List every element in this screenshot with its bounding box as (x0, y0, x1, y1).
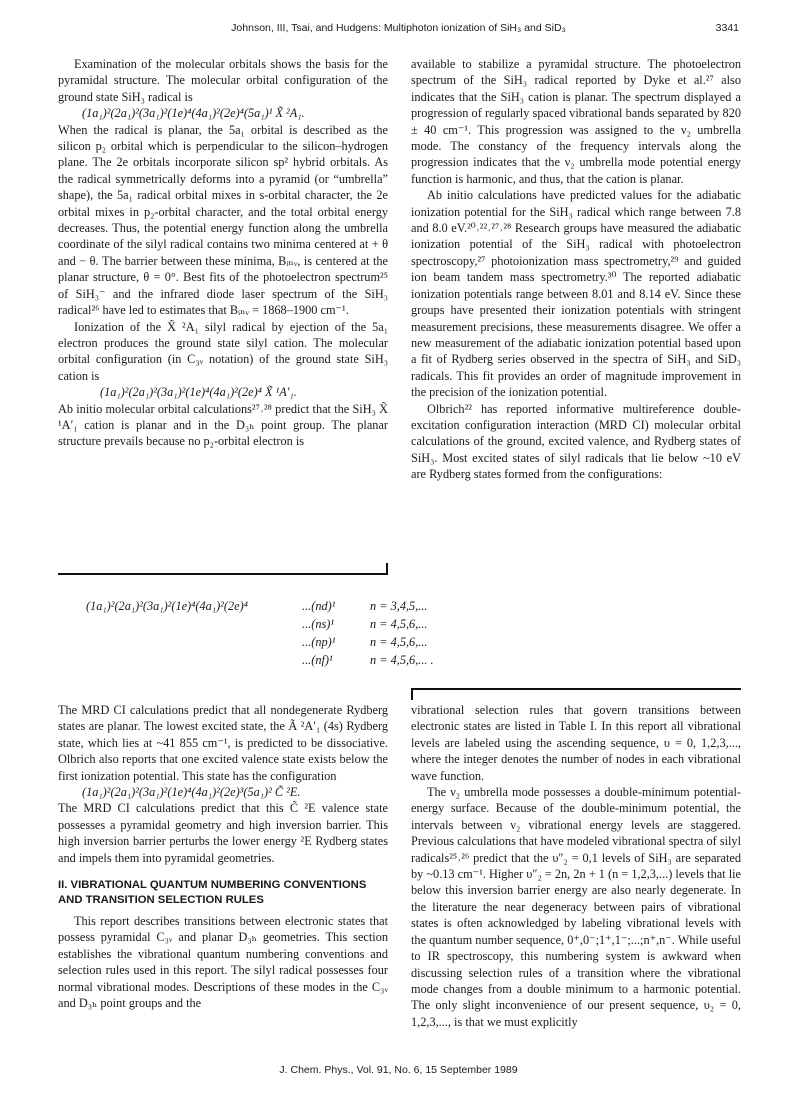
journal-citation: J. Chem. Phys., Vol. 91, No. 6, 15 September 1989 (279, 1064, 518, 1076)
right-column-top (411, 56, 741, 483)
equation-valence-state: (1a₁)²(2a₁)²(3a₁)²(1e)⁴(4a₁)²(2e)³(5a₁)² C̃ ²E. (82, 785, 301, 800)
configuration-orbital: ...(nf)¹ (302, 653, 333, 667)
configuration-orbital: ...(nd)¹ (302, 599, 336, 613)
left-column-bottom (58, 702, 388, 1012)
equation-ground-state: (1a₁)²(2a₁)²(3a₁)²(1e)⁴(4a₁)²(2e)⁴(5a₁)¹ X̃ ²A₁. (82, 106, 305, 121)
paragraph: Ab initio molecular orbital calculations²⁷˒²⁸ predict that the SiH₃ X̃ ¹A′₁ cation is planar and in the D₃ₕ point group. The planar structure prevails because no p₂-orbital electron is (58, 401, 388, 449)
paragraph: The MRD CI calculations predict that all nondegenerate Rydberg states are planar. The lowest excited state, the Ã ²A′₁ (4s) Rydberg state, which lies at ~41 855 cm⁻¹, is predicted to be dissociative. Olbrich also reports that one excited valence state exists below the first ionization potential. This state has the configuration (58, 703, 388, 783)
configuration-orbital: ...(np)¹ (302, 635, 336, 649)
paragraph: The MRD CI calculations predict that this C̃ ²E valence state possesses a pyramidal geometry and high inversion barrier. This high inversion barrier perturbs the lower energy ²E Rydberg states and impels them into pyramidal geometries. (58, 801, 388, 865)
right-column-bottom (411, 702, 741, 1030)
running-title: Johnson, III, Tsai, and Hudgens: Multiphoton ionization of SiH₃ and SiD₃ (231, 22, 566, 34)
section-rule-tick (411, 688, 413, 700)
paragraph: Olbrich²² has reported informative multireference double-excitation configuration interaction (MRD CI) molecular orbital calculations of the ground, excited valence, and Rydberg states of SiH₃. Most excited states of silyl radicals that lie below ~10 eV are Rydberg states formed from the configurations: (411, 401, 741, 482)
configuration-n: n = 4,5,6,... (370, 617, 428, 631)
configuration-core: (1a₁)²(2a₁)²(3a₁)²(1e)⁴(4a₁)²(2e)⁴ (86, 599, 248, 613)
section-rule-tick (386, 563, 388, 575)
paragraph: available to stabilize a pyramidal structure. The photoelectron spectrum of the SiH₃ radical reported by Dyke et al.²⁷ also indicates that the SiH₃ cation is planar. The spectrum displayed a progression of regularly spaced vibrational bands separated by 820 ± 40 cm⁻¹. This progression was assigned to the ν₂ umbrella mode. The constancy of the frequency intervals along the progression indicates that the ν₂ umbrella mode potential energy function is harmonic, and thus, that the cation is planar. (411, 57, 741, 186)
section-heading: II. VIBRATIONAL QUANTUM NUMBERING CONVENTIONS AND TRANSITION SELECTION RULES (58, 879, 367, 906)
section-rule (411, 688, 741, 690)
page-number: 3341 (715, 22, 739, 34)
equation-cation-state: (1a₁)²(2a₁)²(3a₁)²(1e)⁴(4a₁)²(2e)⁴ X̃ ¹A′₁. (100, 385, 297, 400)
section-rule (58, 573, 388, 575)
configuration-n: n = 4,5,6,... . (370, 653, 434, 667)
configuration-orbital: ...(ns)¹ (302, 617, 335, 631)
paragraph: Examination of the molecular orbitals shows the basis for the pyramidal structure. The molecular orbital configuration of the ground state SiH₃ radical is (58, 57, 388, 104)
paragraph: Ionization of the X̃ ²A₁ silyl radical by ejection of the 5a₁ electron produces the ground state silyl cation. The molecular orbital configuration (in C₃ᵥ notation) of the ground state SiH₃ cation is (58, 319, 388, 383)
paragraph: This report describes transitions between electronic states that possess pyramidal C₃ᵥ and planar D₃ₕ geometries. This section establishes the vibrational quantum numbering conventions and selection rules used in this report. The silyl radical possesses four normal vibrational modes. Descriptions of these modes in the C₃ᵥ and D₃ₕ point groups and the (58, 914, 388, 1011)
paragraph: When the radical is planar, the 5a₁ orbital is described as the silicon p₂ orbital which is perpendicular to the silicon–hydrogen plane. The 2e orbitals incorporate silicon sp² hybrid orbitals. As the radical symmetrically deforms into a pyramid (or “umbrella” shape), the 5a₁ radical orbital mixes in s-orbital character, the 2e orbital mixes in p₂-orbital character, and the total orbital energy decreases. Thus, the potential energy function along the umbrella coordinate of the silyl radical contains two minima centered at + θ and − θ. The barrier between these minima, Bᵢₙᵥ, is centered at the planar structure, θ = 0°. Best fits of the photoelectron spectrum²⁵ of SiH₃⁻ and the infrared diode laser spectrum of the SiH₃ radical²⁶ have led to estimates that Bᵢₙᵥ = 1868–1900 cm⁻¹. (58, 122, 388, 318)
paragraph: vibrational selection rules that govern transitions between electronic states are listed in Table I. In this report all vibrational levels are labeled using the ascending sequence, υ = 0, 1,2,3,..., where the integer denotes the number of nodes in each vibrational wave function. (411, 703, 741, 783)
paragraph: The ν₂ umbrella mode possesses a double-minimum potential-energy surface. Because of the double-minimum potential, the intervals between ν₂ vibrational energy levels are staggered. Previous calculations that have modeled vibrational spectra of silyl radicals²⁵˒²⁶ predict that the υ″₂ = 0,1 levels of SiH₃ are separated by ~0.13 cm⁻¹. Higher υ″₂ = 2n, 2n + 1 (n = 1,2,3,...) levels that lie below this inversion barrier energy are also nearly degenerate. In the literature the near degeneracy between pairs of vibrational states is often acknowledged by labeling vibrational levels with the quantum number sequence, 0⁺,0⁻;1⁺,1⁻;...;n⁺,n⁻. While useful to IR spectroscopy, this numbering system is awkward when discussing selection rules of a transition where the vibrational mode changes from a double minimum to a harmonic potential. The only slight inconvenience of our present sequence, υ₂ = 0, 1,2,3,..., is that we must explicitly (411, 785, 741, 1029)
configuration-n: n = 3,4,5,... (370, 599, 428, 613)
left-column-top (58, 56, 388, 450)
paragraph: Ab initio calculations have predicted values for the adiabatic ionization potential for the SiH₃ radical which range between 7.8 and 8.0 eV.²⁰˒²²˒²⁷˒²⁸ Research groups have measured the adiabatic ionization potential of the SiH₃ radical with photoelectron spectroscopy,²⁷ photoionization mass spectrometry,²⁹ and guided ion beam tandem mass spectrometry.³⁰ The reported adiabatic ionization potentials range between 8.01 and 8.14 eV. Since these groups have presented their ionization potentials with stringent measurement precisions, these measurements disagree. We offer a new measurement of the adiabatic ionization potential based upon a fit of Rydberg series observed in the spectra of SiH₃ and SiD₃ radicals. This fit provides an order of magnitude improvement in the precision of the ionization potential. (411, 188, 741, 400)
configuration-n: n = 4,5,6,... (370, 635, 428, 649)
